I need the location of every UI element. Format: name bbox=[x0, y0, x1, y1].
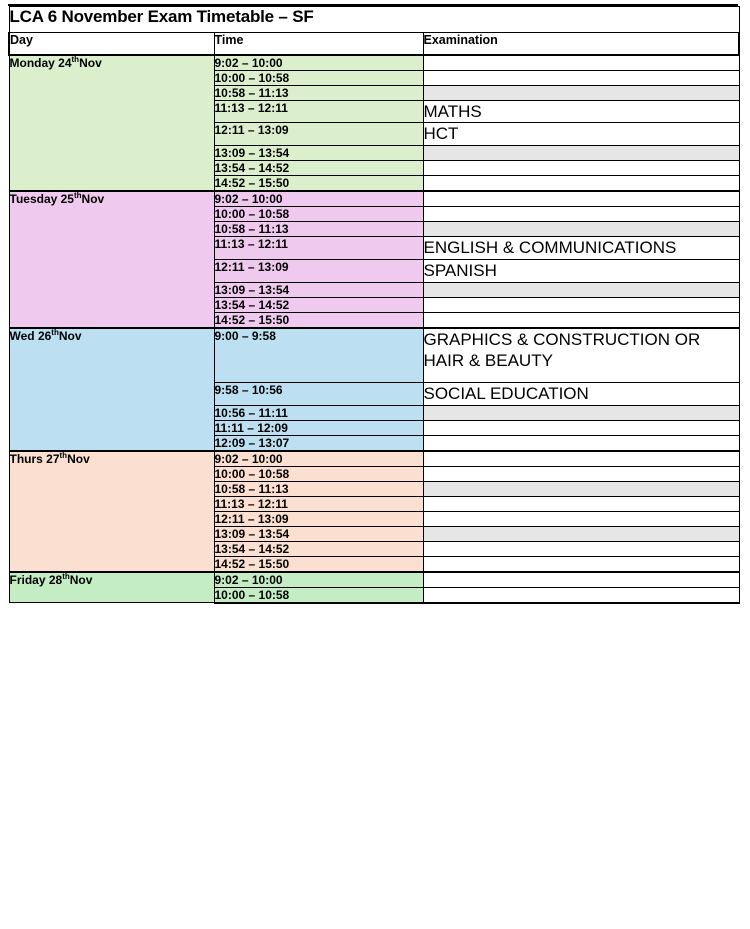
examination-slot bbox=[423, 207, 739, 222]
table-row bbox=[9, 55, 739, 71]
examination-slot bbox=[423, 55, 739, 71]
time-slot: 10:00 – 10:58 bbox=[214, 207, 423, 222]
time-slot: 12:11 – 13:09 bbox=[214, 259, 423, 282]
break-slot bbox=[423, 282, 739, 297]
break-slot bbox=[423, 405, 739, 420]
time-slot: 9:02 – 10:00 bbox=[214, 191, 423, 207]
time-slot: 13:09 – 13:54 bbox=[214, 282, 423, 297]
day-label-month: Nov bbox=[69, 572, 93, 587]
examination-slot bbox=[423, 541, 739, 556]
examination-slot: SPANISH bbox=[423, 259, 739, 282]
break-slot bbox=[423, 481, 739, 496]
time-slot: 11:11 – 12:09 bbox=[214, 420, 423, 435]
time-slot: 10:58 – 11:13 bbox=[214, 222, 423, 237]
day-label-month: Nov bbox=[58, 328, 82, 343]
header-row bbox=[9, 33, 739, 55]
day-label-ordinal-suffix: th bbox=[51, 327, 59, 337]
day-label-ordinal-suffix: th bbox=[71, 54, 80, 64]
timetable-body bbox=[9, 7, 739, 603]
time-slot: 9:02 – 10:00 bbox=[214, 572, 423, 588]
day-label-prefix: Wed 26 bbox=[9, 328, 52, 343]
examination-slot bbox=[423, 496, 739, 511]
day-label-prefix: Tuesday 25 bbox=[9, 192, 74, 206]
break-slot bbox=[423, 146, 739, 161]
time-slot: 11:13 – 12:11 bbox=[214, 237, 423, 260]
examination-slot bbox=[423, 420, 739, 435]
time-slot: 12:11 – 13:09 bbox=[214, 123, 423, 146]
examination-slot bbox=[423, 70, 739, 85]
day-label-month: Nov bbox=[67, 451, 90, 466]
examination-slot: MATHS bbox=[423, 100, 739, 123]
time-slot: 9:58 – 10:56 bbox=[214, 383, 423, 406]
examination-slot bbox=[423, 451, 739, 467]
time-slot: 12:11 – 13:09 bbox=[214, 511, 423, 526]
break-slot bbox=[423, 85, 739, 100]
examination-slot bbox=[423, 312, 739, 328]
time-slot: 10:00 – 10:58 bbox=[214, 466, 423, 481]
examination-slot bbox=[423, 161, 739, 176]
break-slot bbox=[423, 222, 739, 237]
day-label-wednesday bbox=[9, 328, 214, 451]
time-slot: 13:54 – 14:52 bbox=[214, 297, 423, 312]
time-slot: 9:02 – 10:00 bbox=[214, 55, 423, 71]
table-row bbox=[9, 191, 739, 207]
time-slot: 13:54 – 14:52 bbox=[214, 541, 423, 556]
examination-slot bbox=[423, 572, 739, 588]
time-slot: 10:00 – 10:58 bbox=[214, 587, 423, 603]
examination-slot bbox=[423, 191, 739, 207]
time-slot: 12:09 – 13:07 bbox=[214, 435, 423, 451]
column-header-examination: Examination bbox=[423, 33, 739, 55]
day-label-thursday bbox=[9, 451, 214, 572]
time-slot: 10:56 – 11:11 bbox=[214, 405, 423, 420]
examination-slot bbox=[423, 176, 739, 192]
examination-slot bbox=[423, 511, 739, 526]
table-row bbox=[9, 572, 739, 588]
time-slot: 9:00 – 9:58 bbox=[214, 328, 423, 383]
time-slot: 9:02 – 10:00 bbox=[214, 451, 423, 467]
table-row bbox=[9, 328, 739, 383]
day-label-ordinal-suffix: th bbox=[59, 450, 68, 460]
time-slot: 11:13 – 12:11 bbox=[214, 100, 423, 123]
time-slot: 14:52 – 15:50 bbox=[214, 556, 423, 572]
time-slot: 10:58 – 11:13 bbox=[214, 85, 423, 100]
day-label-prefix: Thurs 27 bbox=[9, 451, 60, 466]
day-label-prefix: Friday 28 bbox=[9, 572, 63, 587]
time-slot: 13:09 – 13:54 bbox=[214, 526, 423, 541]
examination-slot bbox=[423, 556, 739, 572]
column-header-day: Day bbox=[9, 33, 214, 55]
time-slot: 13:54 – 14:52 bbox=[214, 161, 423, 176]
column-header-time: Time bbox=[214, 33, 423, 55]
day-label-friday bbox=[9, 572, 214, 603]
time-slot: 11:13 – 12:11 bbox=[214, 496, 423, 511]
day-label-tuesday bbox=[9, 191, 214, 328]
time-slot: 14:52 – 15:50 bbox=[214, 176, 423, 192]
examination-slot: HCT bbox=[423, 123, 739, 146]
time-slot: 13:09 – 13:54 bbox=[214, 146, 423, 161]
day-label-month: Nov bbox=[79, 55, 102, 70]
time-slot: 10:58 – 11:13 bbox=[214, 481, 423, 496]
time-slot: 10:00 – 10:58 bbox=[214, 70, 423, 85]
break-slot bbox=[423, 526, 739, 541]
day-label-prefix: Monday 24 bbox=[9, 55, 72, 70]
examination-slot: SOCIAL EDUCATION bbox=[423, 383, 739, 406]
title-row bbox=[9, 7, 739, 33]
day-label-month: Nov bbox=[81, 192, 105, 206]
exam-timetable bbox=[8, 6, 740, 604]
examination-slot bbox=[423, 297, 739, 312]
table-row bbox=[9, 451, 739, 467]
day-label-monday bbox=[9, 55, 214, 192]
document-title: LCA 6 November Exam Timetable – SF bbox=[9, 7, 739, 33]
examination-slot bbox=[423, 435, 739, 451]
time-slot: 14:52 – 15:50 bbox=[214, 312, 423, 328]
examination-slot: ENGLISH & COMMUNICATIONS bbox=[423, 237, 739, 260]
examination-slot: GRAPHICS & CONSTRUCTION OR HAIR & BEAUTY bbox=[423, 328, 739, 383]
examination-slot bbox=[423, 466, 739, 481]
day-label-ordinal-suffix: th bbox=[73, 191, 82, 200]
examination-slot bbox=[423, 587, 739, 603]
day-label-ordinal-suffix: th bbox=[62, 571, 70, 581]
